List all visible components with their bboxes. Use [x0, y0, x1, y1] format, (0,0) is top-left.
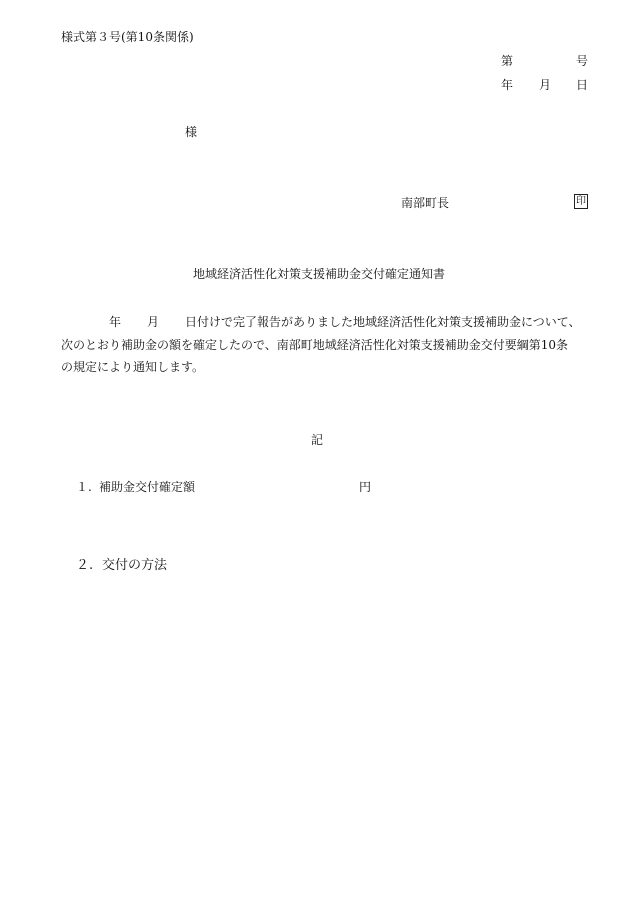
body-line-3: の規定により通知します。: [61, 360, 205, 374]
document-title: 地域経済活性化対策支援補助金交付確定通知書: [193, 267, 446, 281]
body-month: 月: [147, 315, 160, 329]
item-1-label: 補助金交付確定額: [99, 480, 196, 494]
body-year: 年: [109, 315, 122, 329]
body-line-2: 次のとおり補助金の額を確定したので、南部町地域経済活性化対策支援補助金交付要綱第10条: [61, 337, 569, 352]
form-label: 様式第３号(第10条関係): [61, 30, 194, 44]
date-month: 月: [539, 78, 552, 92]
item-2-label: 交付の方法: [102, 558, 168, 573]
item-1-unit: 円: [359, 480, 372, 494]
sender-name: 南部町長: [401, 196, 450, 210]
seal-mark: 印: [576, 196, 586, 207]
item-2-number: ２.: [76, 558, 94, 573]
ki-heading: 記: [311, 433, 324, 447]
body-paragraph: [61, 311, 609, 379]
date-day: 日: [576, 78, 589, 92]
addressee-suffix: 様: [185, 125, 198, 139]
document-number-prefix: 第: [501, 54, 514, 68]
body-line-1-text: 日付けで完了報告がありました地域経済活性化対策支援補助金について、: [185, 315, 581, 329]
document-number-suffix: 号: [576, 54, 589, 68]
date-year: 年: [501, 78, 514, 92]
body-line-1: [61, 311, 609, 334]
item-1-number: １.: [76, 480, 92, 494]
